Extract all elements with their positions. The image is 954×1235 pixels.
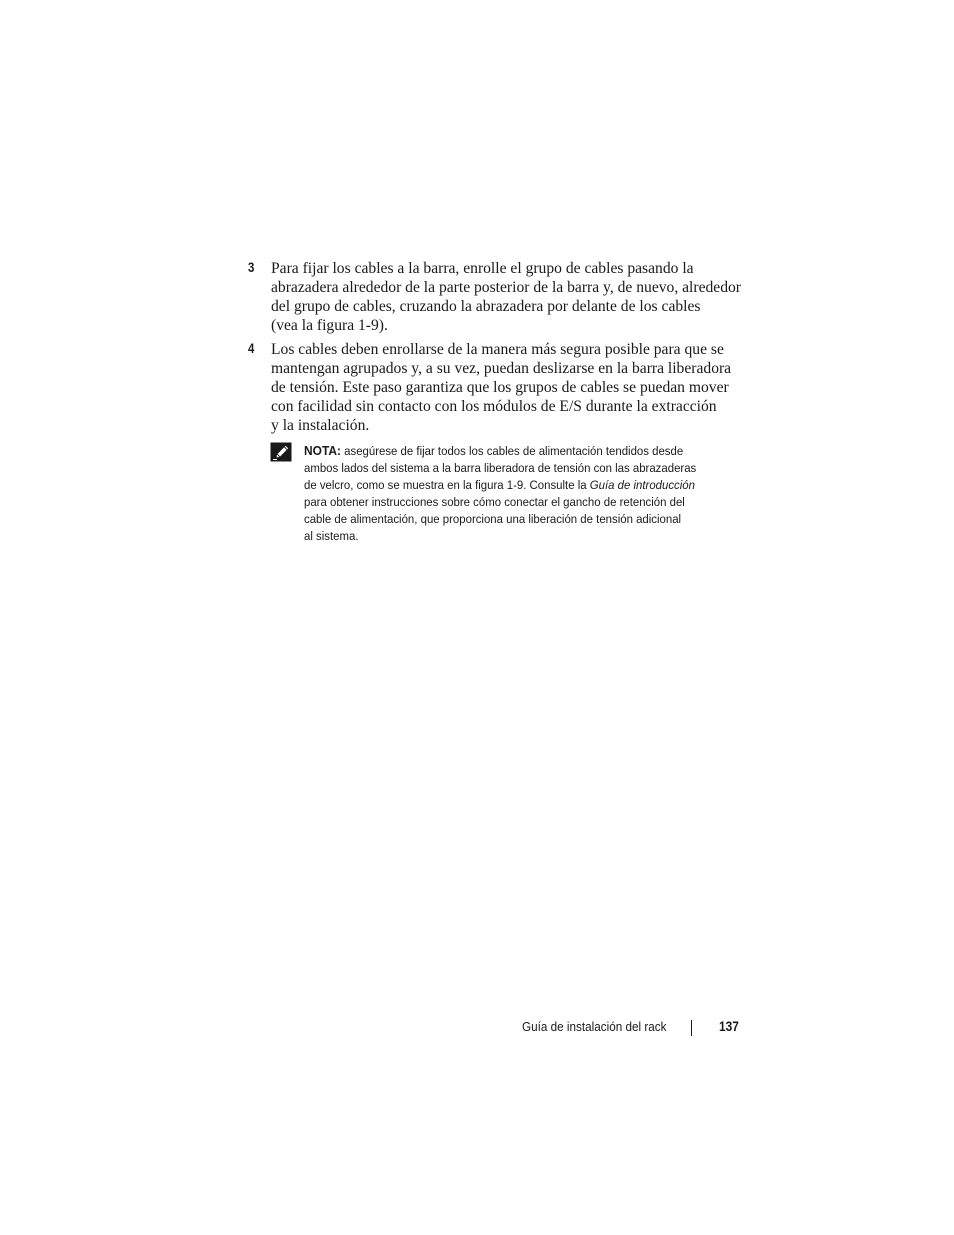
page-footer [0, 1019, 954, 1039]
step-text [271, 259, 743, 335]
note-line: para obtener instrucciones sobre cómo conectar el gancho de retención del [304, 495, 685, 509]
footer-title: Guía de instalación del rack [521, 1019, 666, 1034]
note-line: ambos lados del sistema a la barra liberadora de tensión con las abrazaderas [304, 461, 697, 475]
footer-separator [691, 1020, 692, 1036]
step-line: de tensión. Este paso garantiza que los grupos de cables se puedan mover [271, 379, 729, 396]
note-text [304, 442, 750, 545]
page-number: 137 [719, 1019, 739, 1034]
step-line: mantengan agrupados y, a su vez, puedan deslizarse en la barra liberadora [271, 360, 732, 377]
step-line: Los cables deben enrollarse de la manera más segura posible para que se [271, 341, 724, 358]
step-number: 3 [248, 260, 255, 275]
note-line-text: de velcro, como se muestra en la figura 1-9. Consulte la [304, 478, 590, 492]
note-book-title: Guía de introducción [589, 478, 695, 492]
note-line-text: asegúrese de fijar todos los cables de alimentación tendidos desde [340, 444, 684, 458]
note-line [304, 442, 714, 460]
note-line [304, 477, 714, 494]
step-number: 4 [248, 341, 255, 356]
step-line: del grupo de cables, cruzando la abrazadera por delante de los cables [271, 298, 701, 315]
note-line: al sistema. [304, 529, 359, 543]
note-label: NOTA: [304, 443, 341, 458]
pencil-note-icon [270, 442, 292, 462]
note-line: cable de alimentación, que proporciona una liberación de tensión adicional [304, 512, 682, 526]
step-line: con facilidad sin contacto con los módulos de E/S durante la extracción [271, 398, 717, 415]
step-line: (vea la figura 1-9). [271, 317, 388, 334]
step-line: abrazadera alrededor de la parte posterior de la barra y, de nuevo, alrededor [271, 279, 742, 296]
step-line: y la instalación. [271, 417, 370, 434]
step-text [271, 340, 743, 435]
step-line: Para fijar los cables a la barra, enrolle el grupo de cables pasando la [271, 260, 694, 277]
